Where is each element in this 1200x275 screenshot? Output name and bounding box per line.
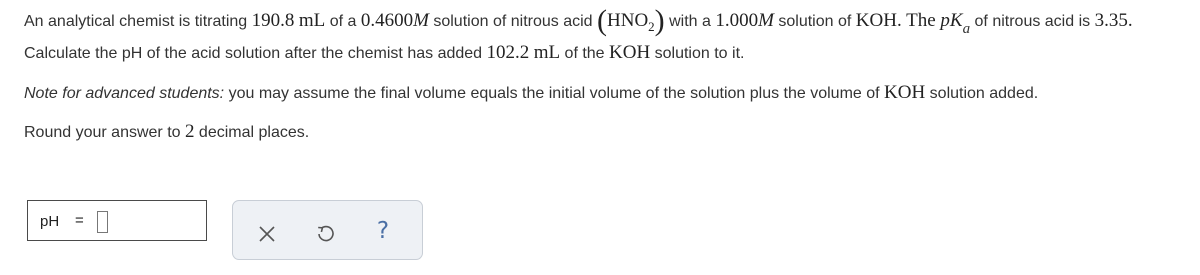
answer-tools-panel [232,200,423,260]
base-concentration: 1.000 [715,10,759,31]
undo-icon[interactable] [314,223,336,245]
equals-sign: = [75,212,84,229]
ph-label: pH [40,213,60,230]
x-icon[interactable] [256,223,278,245]
note-label: Note for advanced students: [24,85,225,102]
answer-box [27,200,207,241]
added-volume: 102.2 [486,42,530,63]
unit-ml: mL [298,10,326,31]
problem-note: Note for advanced students: you may assume the final volume equals the initial volume of the solution plus the volume of KOH solution added. [24,82,1039,103]
decimal-places: 2 [184,121,195,142]
problem-line-1: An analytical chemist is titrating 190.8 mL of a 0.4600M solution of nitrous acid $(HNO_2)$ with a 1.000M solution of KOH. The pKa of nitrous acid is 3.35. [24,4,1133,37]
formula-koh: KOH [855,10,897,31]
problem-line-2: Calculate the pH of the acid solution after the chemist has added 102.2 mL of the KOH solution to it. [24,42,745,63]
help-icon[interactable]: ? [376,218,390,244]
formula-hno2: $HNO_2$ [607,10,655,34]
ph-answer-input[interactable] [97,211,108,233]
pka-value: 3.35 [1094,10,1128,31]
rounding-instruction: Round your answer to 2 decimal places. [24,121,310,142]
acid-concentration: 0.4600 [360,10,414,31]
acid-volume: 190.8 [251,10,295,31]
